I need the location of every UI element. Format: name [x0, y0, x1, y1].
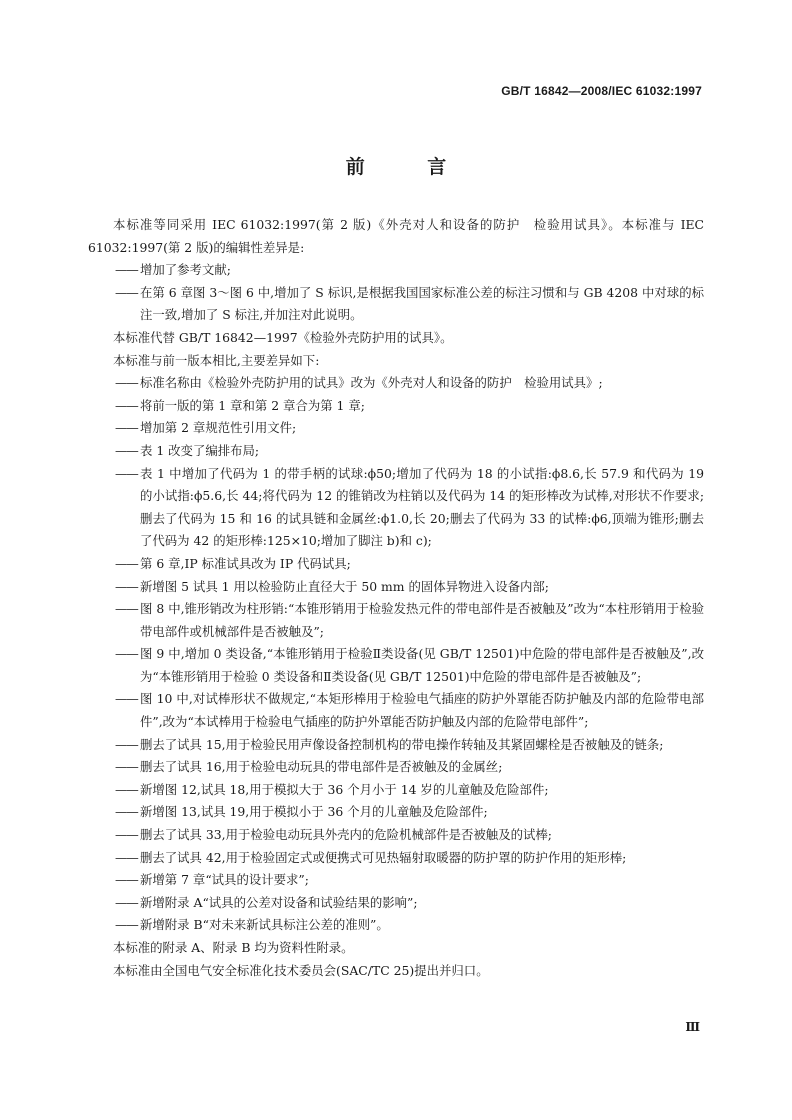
page-number: Ⅲ	[685, 1020, 700, 1034]
list-item	[88, 892, 704, 915]
body-paragraph: 本标准代替 GB/T 16842—1997《检验外壳防护用的试具》。	[113, 329, 453, 345]
list-item-text: 新增附录 A“试具的公差对设备和试验结果的影响”;	[140, 894, 418, 910]
dash-marker: ——	[115, 465, 138, 481]
dash-marker: ——	[115, 375, 138, 391]
list-item-text: 新增附录 B“对未来新试具标注公差的准则”。	[140, 917, 389, 933]
body-paragraph: 本标准的附录 A、附录 B 均为资料性附录。	[113, 940, 354, 955]
list-item	[88, 801, 704, 824]
list-item-text: 新增图 13,试具 19,用于模拟小于 36 个月的儿童触及危险部件;	[140, 804, 488, 820]
dash-marker: ——	[115, 397, 138, 413]
dash-marker: ——	[115, 601, 138, 617]
list-item-text: 图 8 中,锥形销改为柱形销:“本锥形销用于检验发热元件的带电部件是否被触及”改为“本柱形销用于检验带电部件或机械部件是否被触及”;	[140, 601, 704, 639]
list-item	[88, 576, 704, 599]
list-item	[88, 372, 704, 395]
list-item-text: 图 10 中,对试棒形状不做规定,“本矩形棒用于检验电气插座的防护外罩能否防护触及内部的危险带电部件”,改为“本试棒用于检验电气插座的防护外罩能否防护触及内部的危险带电部件”;	[140, 691, 704, 730]
list-item	[88, 688, 704, 733]
list-item-text: 表 1 改变了编排布局;	[140, 442, 260, 458]
standard-code-header: GB/T 16842—2008/IEC 61032:1997	[501, 84, 702, 98]
dash-marker: ——	[115, 442, 138, 458]
list-item-text: 在第 6 章图 3～图 6 中,增加了 S 标识,是根据我国国家标准公差的标注习惯和与 GB 4208 中对球的标注一致,增加了 S 标注,并加注对此说明。	[140, 284, 704, 323]
list-item	[88, 779, 704, 802]
dash-marker: ——	[115, 894, 138, 910]
page-title: 前 言	[345, 156, 475, 178]
list-item-text: 将前一版的第 1 章和第 2 章合为第 1 章;	[140, 397, 365, 413]
list-item	[88, 756, 704, 779]
list-item-text: 新增图 5 试具 1 用以检验防止直径大于 50 mm 的固体异物进入设备内部;	[140, 578, 549, 594]
dash-marker: ——	[115, 759, 138, 775]
list-item	[88, 395, 704, 418]
list-item-text: 删去了试具 42,用于检验固定式或便携式可见热辐射取暖器的防护罩的防护作用的矩形棒;	[140, 849, 627, 865]
dash-marker: ——	[115, 646, 138, 662]
list-item	[88, 417, 704, 440]
list-item-text: 删去了试具 33,用于检验电动玩具外壳内的危险机械部件是否被触及的试棒;	[140, 827, 552, 843]
list-item-text: 图 9 中,增加 0 类设备,“本锥形销用于检验Ⅱ类设备(见 GB/T 12501)中危险的带电部件是否被触及”,改为“本锥形销用于检验 0 类设备和Ⅱ类设备(见 GB/T 12501)中危险的带电部件是否被触及”;	[140, 646, 704, 684]
dash-marker: ——	[115, 284, 138, 300]
list-item-text: 新增图 12,试具 18,用于模拟大于 36 个月小于 14 岁的儿童触及危险部件;	[140, 781, 549, 797]
list-item	[88, 598, 704, 643]
list-item-text: 第 6 章,IP 标准试具改为 IP 代码试具;	[140, 555, 351, 571]
dash-marker: ——	[115, 420, 138, 436]
document-body	[88, 214, 704, 982]
list-item	[88, 440, 704, 463]
list-item	[88, 282, 704, 327]
list-item	[88, 824, 704, 847]
list-item	[88, 847, 704, 870]
list-item-text: 增加了参考文献;	[140, 262, 231, 278]
list-item	[88, 553, 704, 576]
dash-marker: ——	[115, 849, 138, 865]
body-paragraph: 本标准等同采用 IEC 61032:1997(第 2 版)《外壳对人和设备的防护 检验用试具》。本标准与 IEC 61032:1997(第 2 版)的编辑性差异是:	[88, 217, 704, 255]
list-item	[88, 914, 704, 937]
list-item	[88, 463, 704, 553]
dash-marker: ——	[115, 917, 138, 933]
list-item-text: 增加第 2 章规范性引用文件;	[140, 420, 297, 436]
list-item	[88, 869, 704, 892]
dash-marker: ——	[115, 736, 138, 752]
dash-marker: ——	[115, 872, 138, 888]
body-paragraph: 本标准与前一版本相比,主要差异如下:	[113, 352, 320, 368]
list-item	[88, 643, 704, 688]
list-item-text: 删去了试具 15,用于检验民用声像设备控制机构的带电操作转轴及其紧固螺栓是否被触及的链条;	[140, 736, 664, 752]
dash-marker: ——	[115, 555, 138, 571]
body-paragraph: 本标准由全国电气安全标准化技术委员会(SAC/TC 25)提出并归口。	[113, 962, 489, 978]
dash-marker: ——	[115, 691, 138, 707]
dash-marker: ——	[115, 262, 138, 278]
dash-marker: ——	[115, 804, 138, 820]
dash-marker: ——	[115, 781, 138, 797]
dash-marker: ——	[115, 827, 138, 843]
list-item	[88, 734, 704, 757]
list-item-text: 标准名称由《检验外壳防护用的试具》改为《外壳对人和设备的防护 检验用试具》;	[140, 375, 603, 391]
list-item-text: 删去了试具 16,用于检验电动玩具的带电部件是否被触及的金属丝;	[140, 759, 503, 775]
list-item	[88, 259, 704, 282]
list-item-text: 新增第 7 章“试具的设计要求”;	[140, 872, 309, 888]
dash-marker: ——	[115, 578, 138, 594]
list-item-text: 表 1 中增加了代码为 1 的带手柄的试球:ϕ50;增加了代码为 18 的小试指:ϕ8.6,长 57.9 和代码为 19 的小试指:ϕ5.6,长 44;将代码为 12 的锥销改为柱销以及代码为 14 的矩形棒改为试棒,对形状不作要求;删去了代码为 15 和 16 的试具链和金属丝:ϕ1.0,长 20;删去了代码为 33 的试棒:ϕ6,顶端为锥形;删去了代码为 42 的矩形棒:125×10;增加了脚注 b)和 c);	[140, 465, 704, 549]
